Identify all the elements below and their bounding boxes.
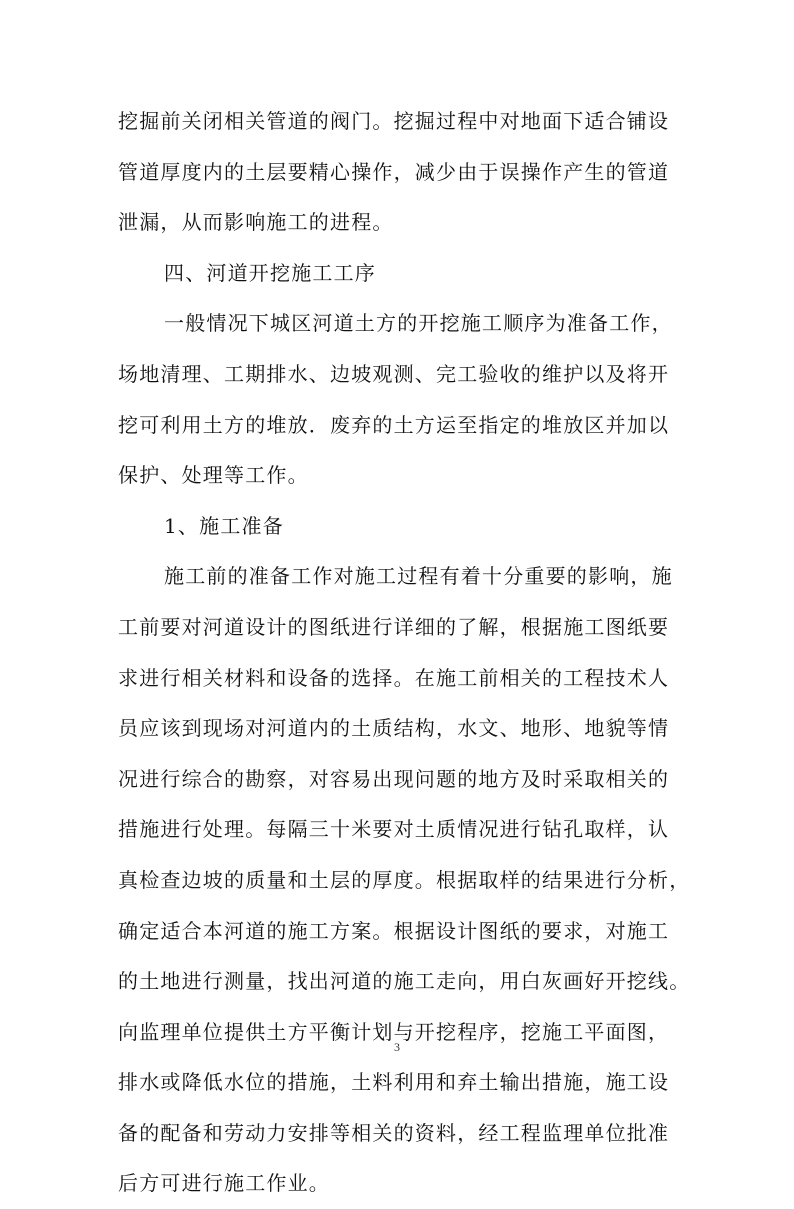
- paragraph-line: 后方可进行施工作业。: [118, 1171, 330, 1196]
- paragraph-line: 真检查边坡的质量和土层的厚度。根据取样的结果进行分析，: [118, 867, 691, 892]
- paragraph-line: 确定适合本河道的施工方案。根据设计图纸的要求，对施工: [118, 918, 670, 943]
- paragraph-line: 场地清理、工期排水、边坡观测、完工验收的维护以及将开: [118, 361, 670, 386]
- paragraph-line: 员应该到现场对河道内的土质结构，水文、地形、地貌等情: [118, 716, 670, 741]
- paragraph-line: 泄漏，从而影响施工的进程。: [118, 210, 394, 235]
- paragraph-line: 挖掘前关闭相关管道的阀门。挖掘过程中对地面下适合铺设: [118, 109, 670, 133]
- paragraph-line: 向监理单位提供土方平衡计划与开挖程序，挖施工平面图，: [118, 1019, 670, 1044]
- page-number: 3: [394, 1040, 400, 1054]
- paragraph-line: 况进行综合的勘察，对容易出现问题的地方及时采取相关的: [118, 766, 670, 791]
- paragraph-line: 工前要对河道设计的图纸进行详细的了解，根据施工图纸要: [118, 614, 670, 639]
- paragraph-line: 施工前的准备工作对施工过程有着十分重要的影响，施: [164, 564, 673, 589]
- subsection-heading: 1、施工准备: [164, 513, 284, 538]
- paragraph-line: 一般情况下城区河道土方的开挖施工顺序为准备工作，: [164, 311, 673, 336]
- section-heading: 四、河道开挖施工工序: [164, 260, 376, 285]
- paragraph-line: 排水或降低水位的措施，土料利用和弃土输出措施，施工设: [118, 1070, 670, 1095]
- paragraph-line: 挖可利用土方的堆放．废弃的土方运至指定的堆放区并加以: [118, 412, 670, 437]
- paragraph-line: 的土地进行测量，找出河道的施工走向，用白灰画好开挖线。: [118, 969, 691, 994]
- paragraph-line: 备的配备和劳动力安排等相关的资料，经工程监理单位批准: [118, 1120, 670, 1145]
- paragraph-line: 求进行相关材料和设备的选择。在施工前相关的工程技术人: [118, 665, 670, 690]
- paragraph-line: 保护、处理等工作。: [118, 463, 309, 488]
- paragraph-line: 措施进行处理。每隔三十米要对土质情况进行钻孔取样，认: [118, 817, 670, 842]
- paragraph-line: 管道厚度内的土层要精心操作，减少由于误操作产生的管道: [118, 159, 670, 184]
